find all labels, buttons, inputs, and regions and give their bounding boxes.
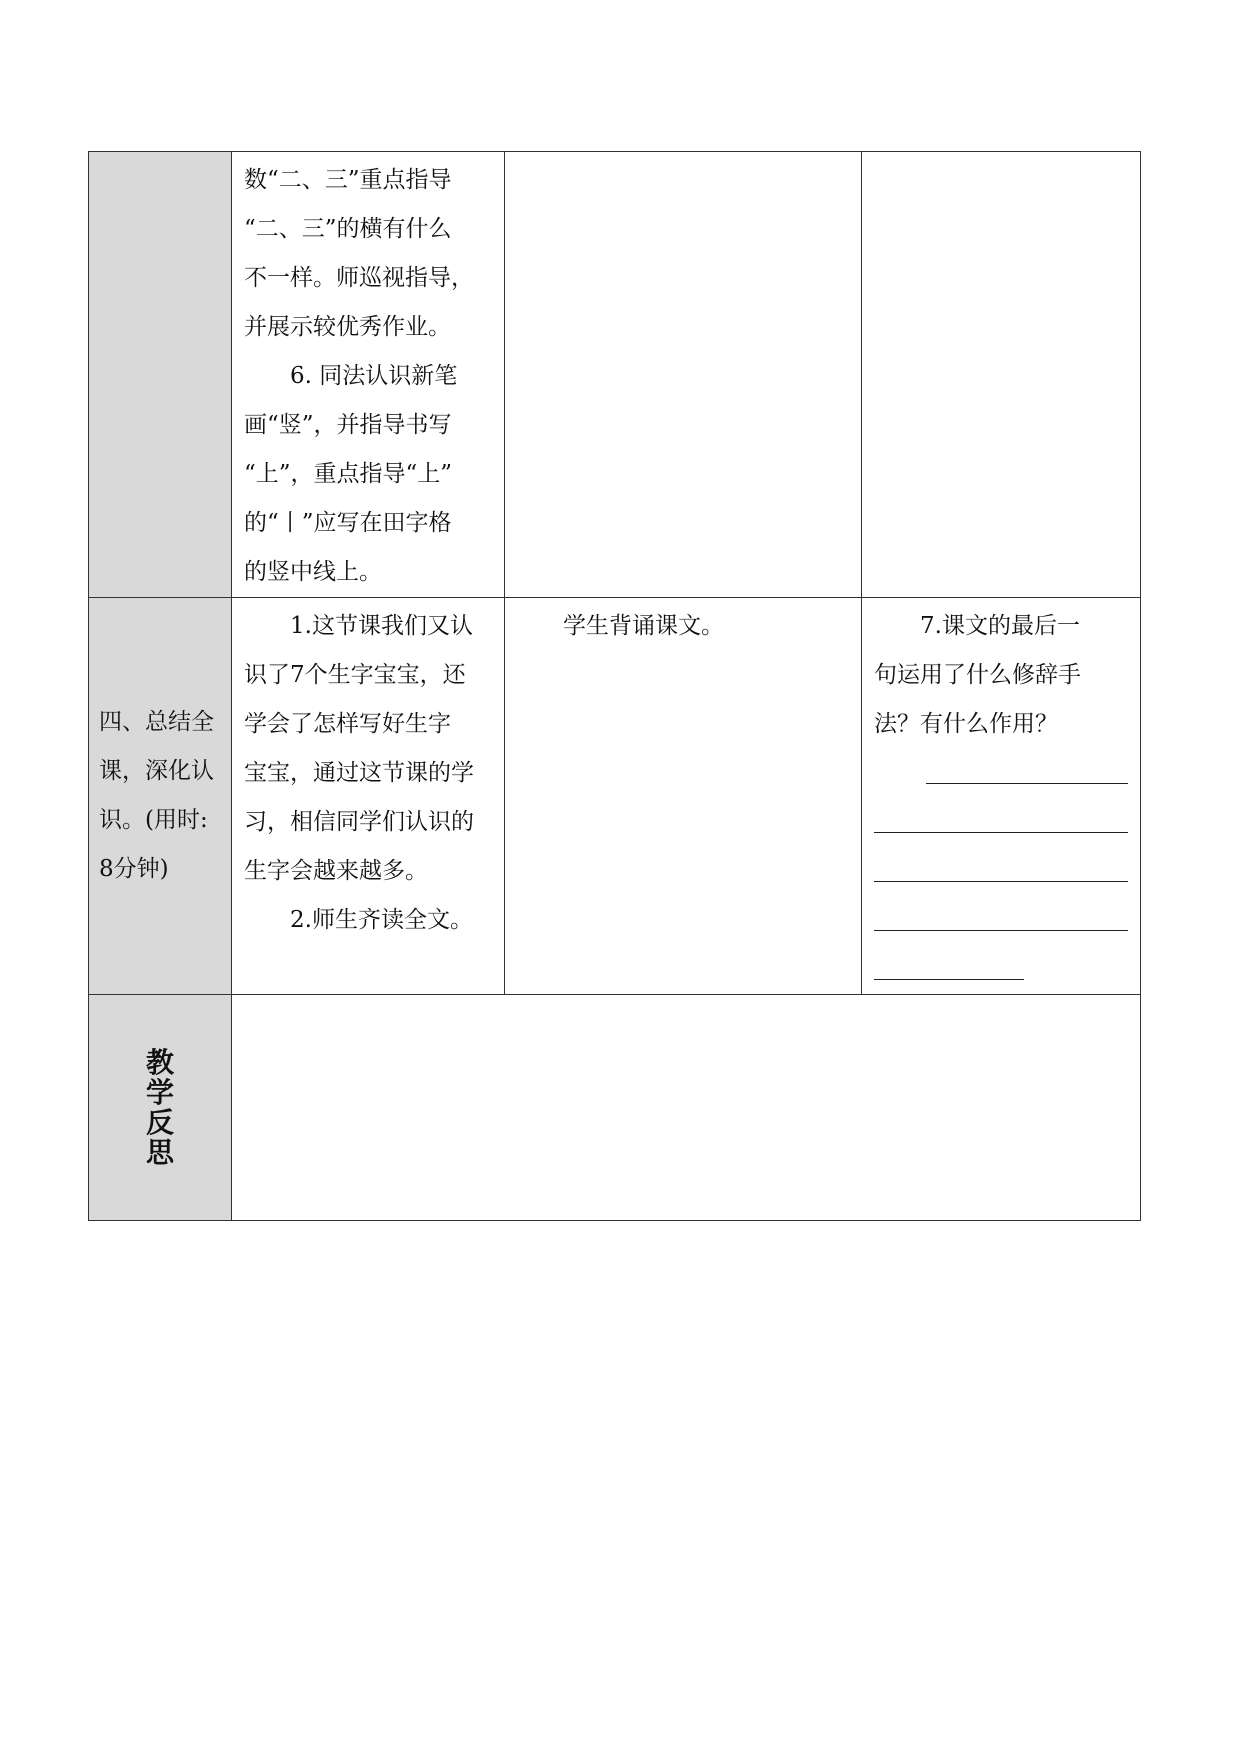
table-row — [89, 152, 1141, 598]
text-line: “上”，重点指导“上” — [244, 461, 453, 487]
text-line: 画“竖”，并指导书写 — [244, 412, 452, 438]
text-line: “二、三”的横有什么 — [244, 216, 452, 242]
reflection-label — [89, 1045, 231, 1169]
text-line: 1.这节课我们又认 — [290, 613, 473, 639]
text-line: 句运用了什么修辞手 — [874, 662, 1081, 688]
teacher-activity-cell — [232, 152, 505, 598]
text-line: 不一样。师巡视指导， — [244, 265, 474, 291]
answer-blank — [874, 847, 1128, 896]
stage-line: 识。(用时: — [99, 807, 208, 833]
reflection-content — [232, 995, 1140, 999]
exercise-cell — [862, 598, 1141, 995]
exercise-cell — [862, 152, 1141, 598]
text-line: 生字会越来越多。 — [244, 858, 428, 884]
reflection-label-char: 教 — [145, 1045, 174, 1079]
text-line: 的“丨”应写在田字格 — [244, 510, 452, 536]
text-line: 识了7个生字宝宝，还 — [244, 662, 466, 688]
reflection-label-cell — [89, 995, 232, 1221]
stage-line: 课，深化认 — [99, 758, 214, 784]
student-activity-cell — [505, 598, 862, 995]
teacher-activity-cell — [232, 598, 505, 995]
table-row — [89, 598, 1141, 995]
text-line: 法？有什么作用？ — [874, 711, 1058, 737]
answer-blank — [874, 798, 1128, 847]
text-line: 2.师生齐读全文。 — [290, 907, 473, 933]
stage-line: 8分钟) — [99, 856, 169, 882]
text-line: 数“二、三”重点指导 — [244, 167, 452, 193]
stage-cell — [89, 152, 232, 598]
text-line: 宝宝，通过这节课的学 — [244, 760, 474, 786]
student-activity-cell — [505, 152, 862, 598]
stage-line: 四、总结全 — [99, 709, 214, 735]
text-line: 习，相信同学们认识的 — [244, 809, 474, 835]
answer-blank — [874, 896, 1128, 945]
lesson-plan-table — [88, 151, 1141, 1221]
reflection-label-char: 反 — [145, 1105, 174, 1139]
text-line: 7.课文的最后一 — [920, 613, 1080, 639]
table-row — [89, 995, 1141, 1221]
answer-blank — [874, 945, 1128, 994]
reflection-label-char: 思 — [145, 1135, 174, 1169]
stage-cell — [89, 598, 232, 995]
text-line: 并展示较优秀作业。 — [244, 314, 451, 340]
reflection-label-char: 学 — [145, 1075, 174, 1109]
text-line: 学生背诵课文。 — [563, 613, 724, 639]
answer-blank — [874, 749, 1128, 798]
text-line: 学会了怎样写好生字 — [244, 711, 451, 737]
reflection-content-cell — [232, 995, 1141, 1221]
text-line: 6. 同法认识新笔 — [290, 363, 458, 389]
text-line: 的竖中线上。 — [244, 559, 382, 585]
